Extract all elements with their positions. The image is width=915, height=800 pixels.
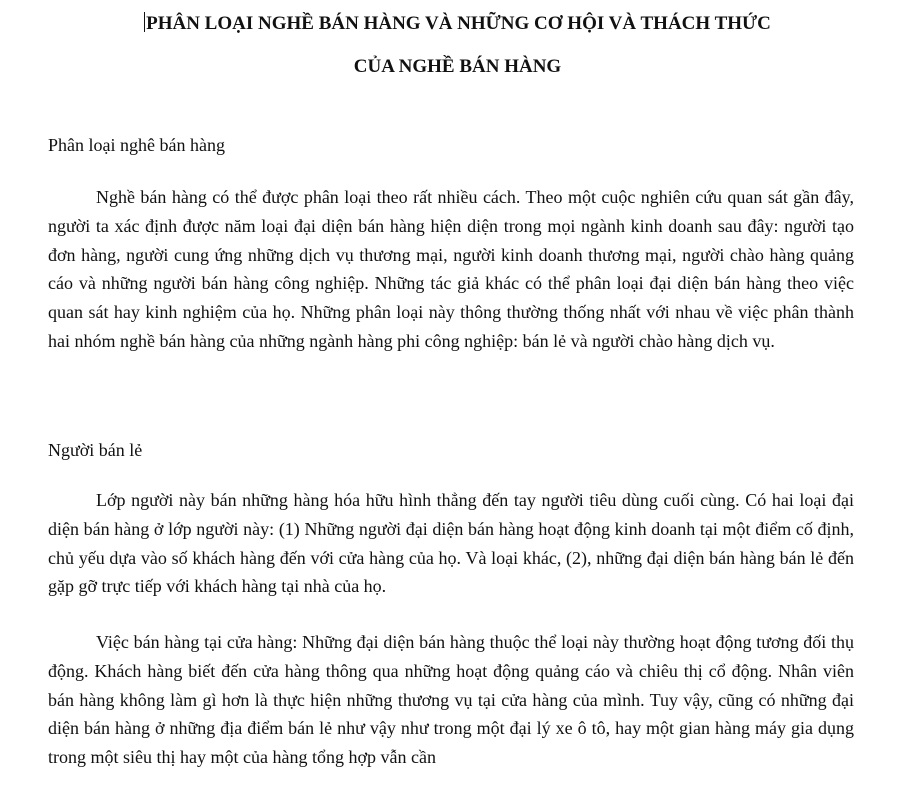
paragraph-classification: Nghề bán hàng có thể được phân loại theo rất nhiều cách. Theo một cuộc nghiên cứu quan sát gần đây, người ta xác định được năm loại đại diện bán hàng hiện diện trong mọi ngành kinh doanh sau đây: người tạo đơn hàng, người cung ứng những dịch vụ thương mại, người kinh doanh thương mại, người chào hàng quảng cáo và những người bán hàng công nghiệp. Những tác giả khác có thể phân loại đại diện bán hàng theo việc quan sát hay kinh nghiệm của họ. Những phân loại này thông thường thống nhất với nhau về việc phân thành hai nhóm nghề bán hàng của những ngành hàng phi công nghiệp: bán lẻ và người chào hàng dịch vụ. bbox=[48, 187, 854, 351]
section-heading-retailer: Người bán lẻ bbox=[48, 440, 143, 460]
title-line-1-text: PHÂN LOẠI NGHỀ BÁN HÀNG VÀ NHỮNG CƠ HỘI VÀ THÁCH THỨC bbox=[146, 13, 771, 34]
paragraph-retailer-intro: Lớp người này bán những hàng hóa hữu hình thẳng đến tay người tiêu dùng cuối cùng. Có hai loại đại diện bán hàng ở lớp người này: (1) Những người đại diện bán hàng hoạt động kinh doanh tại một điểm cố định, chủ yếu dựa vào số khách hàng đến với cửa hàng của họ. Và loại khác, (2), những đại diện bán hàng bán lẻ đến gặp gỡ trực tiếp với khách hàng tại nhà của họ. bbox=[48, 490, 854, 597]
paragraph-in-store-selling: Việc bán hàng tại cửa hàng: Những đại diện bán hàng thuộc thể loại này thường hoạt động tương đối thụ động. Khách hàng biết đến cửa hàng thông qua những hoạt động quảng cáo và chiêu thị cổ động. Nhân viên bán hàng không làm gì hơn là thực hiện những thương vụ tại cửa hàng của mình. Tuy vậy, cũng có những đại diện bán hàng ở những địa điểm bán lẻ như vậy như trong một đại lý xe ô tô, hay một gian hàng máy gia dụng trong một siêu thị hay một của hàng tổng hợp vẫn cần bbox=[48, 632, 854, 768]
document-title-line-2: CỦA NGHỀ BÁN HÀNG bbox=[353, 56, 562, 77]
section-heading-classification: Phân loại nghê bán hàng bbox=[48, 135, 225, 155]
text-cursor bbox=[144, 12, 145, 32]
document-title-line-1 bbox=[0, 12, 915, 36]
